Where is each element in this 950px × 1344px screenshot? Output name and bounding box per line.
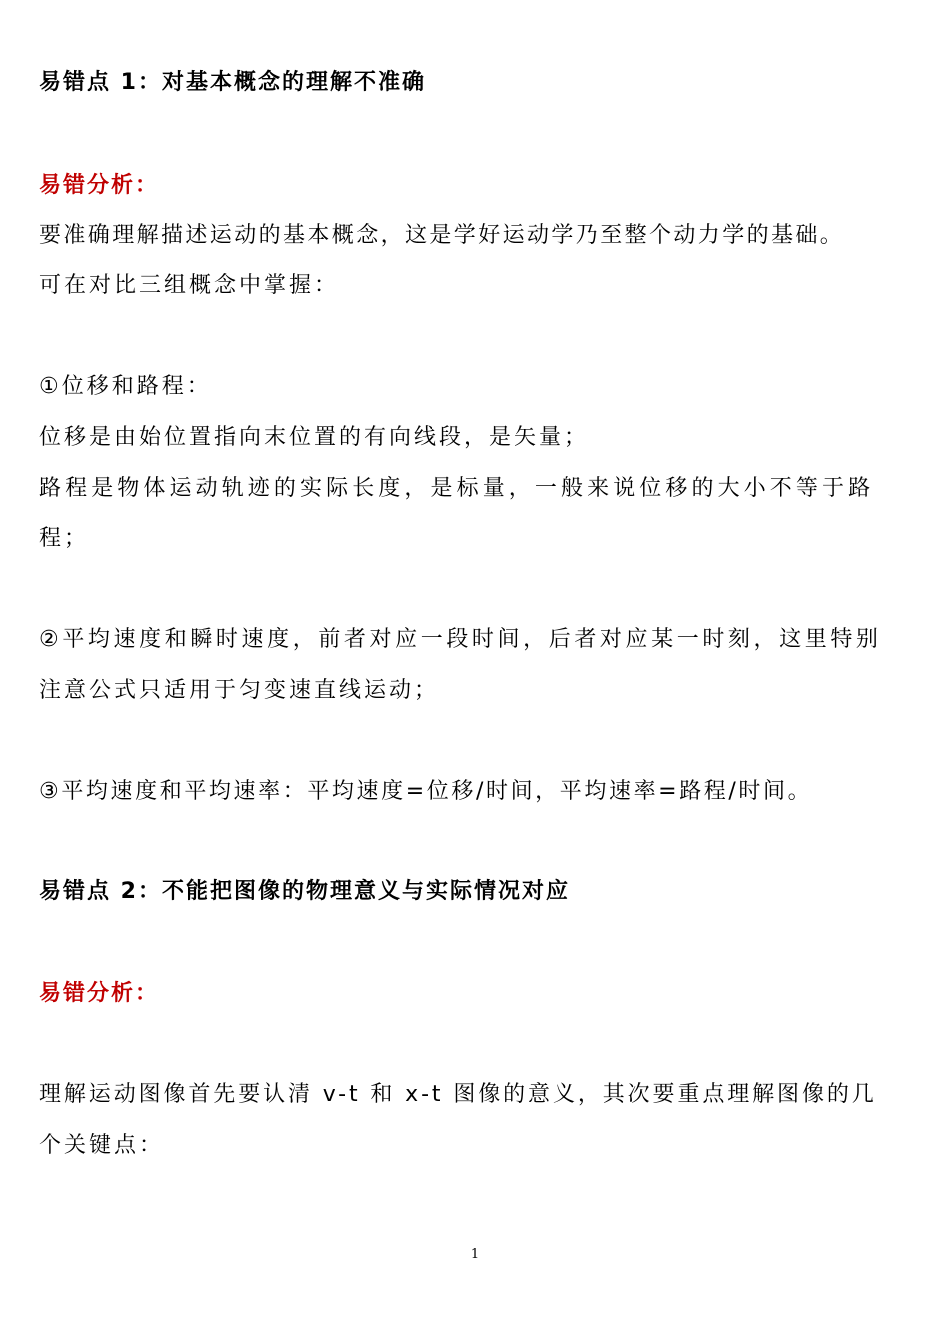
section-1-paragraph-line: ③平均速度和平均速率：平均速度=位移/时间，平均速率=路程/时间。 [39,779,813,804]
section-1-analysis-label: 易错分析： [39,173,160,198]
section-1-paragraph-line: 程； [39,526,90,551]
section-1-paragraph-line: 可在对比三组概念中掌握： [39,273,340,298]
section-2-analysis-label: 易错分析： [39,981,160,1006]
section-1-paragraph-line: 位移是由始位置指向末位置的有向线段，是矢量； [39,425,590,450]
section-1-paragraph-line: 注意公式只适用于匀变速直线运动； [39,678,440,703]
section-2-paragraph-line: 个关键点： [39,1133,165,1158]
section-1-paragraph-line: 路程是物体运动轨迹的实际长度，是标量，一般来说位移的大小不等于路 [39,476,875,501]
section-1-paragraph-line: 要准确理解描述运动的基本概念，这是学好运动学乃至整个动力学的基础。 [39,223,845,248]
section-2-heading: 易错点 2：不能把图像的物理意义与实际情况对应 [39,879,570,904]
section-1-paragraph-line: ①位移和路程： [39,374,212,399]
section-1-paragraph-line: ②平均速度和瞬时速度，前者对应一段时间，后者对应某一时刻，这里特别 [39,627,882,652]
section-1-heading: 易错点 1：对基本概念的理解不准确 [39,70,426,95]
page-number: 1 [470,1247,480,1262]
section-2-paragraph-line: 理解运动图像首先要认清 v-t 和 x-t 图像的意义，其次要重点理解图像的几 [39,1082,877,1107]
